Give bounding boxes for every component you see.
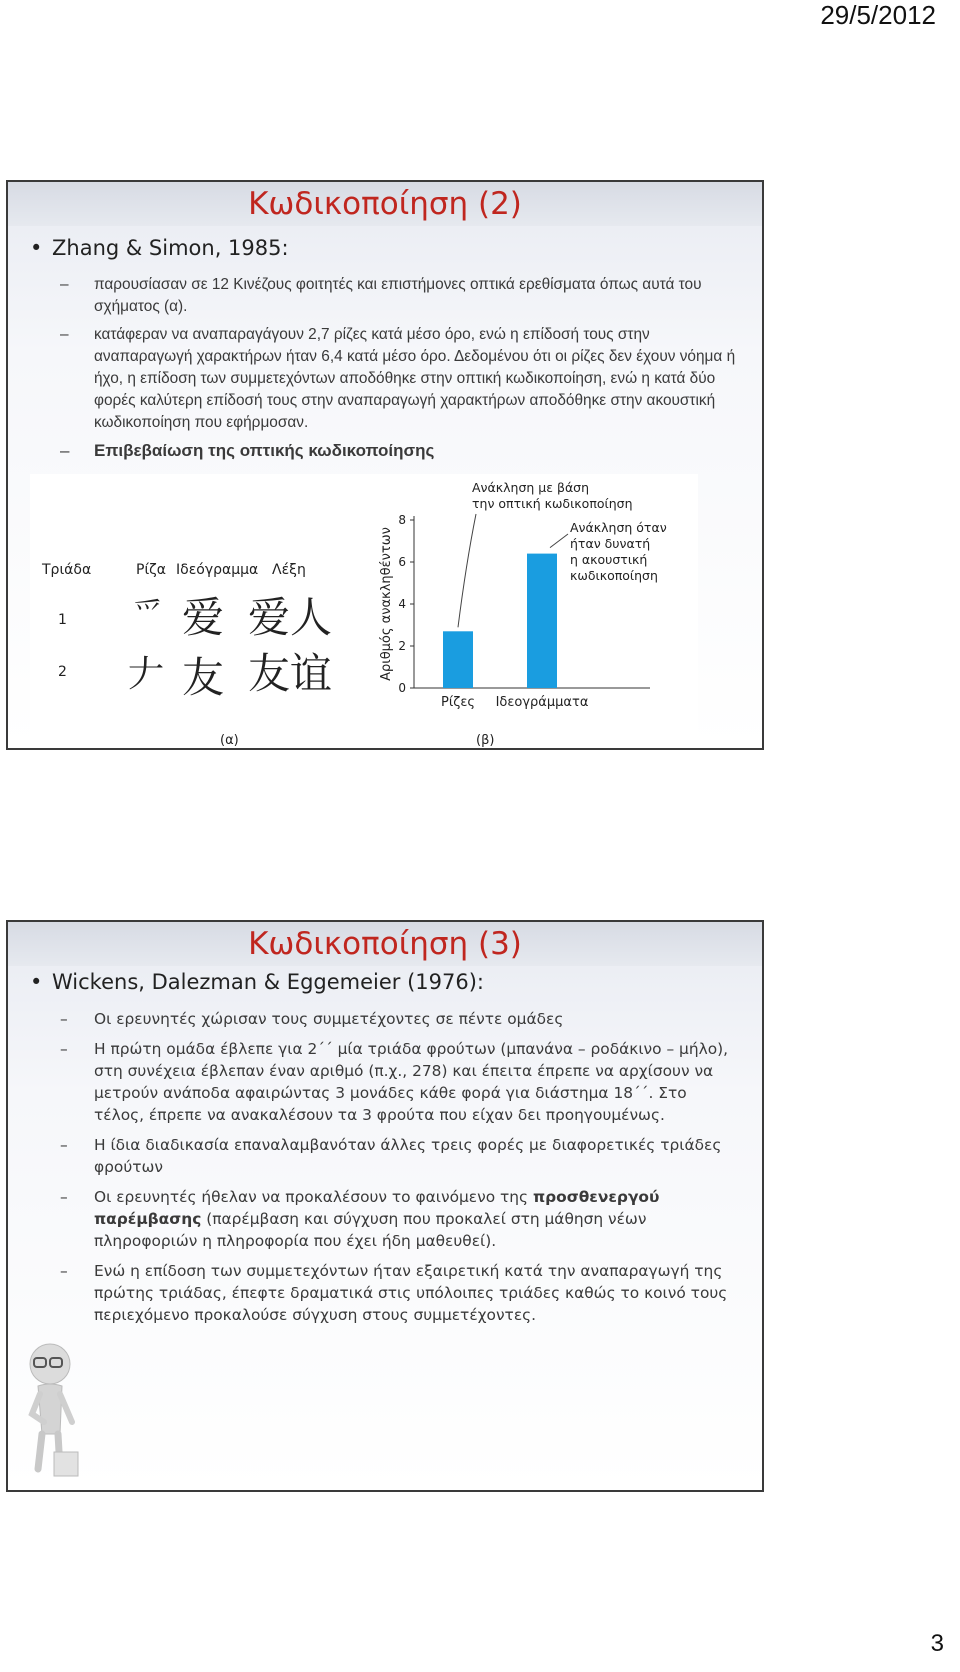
sub-bullet-text: Η ίδια διαδικασία επαναλαμβανόταν άλλες τρεις φορές με διαφορετικές τριάδες φρούτων <box>94 1136 722 1176</box>
annotation-acoustic-line4: κωδικοποίηση <box>570 568 658 583</box>
bar <box>527 554 557 688</box>
sub-bullet: – Οι ερευνητές χώρισαν τους συμμετέχοντες σε πέντε ομάδες <box>60 1010 564 1028</box>
row1-ideogram: 爱 <box>182 593 225 642</box>
row2-root: 𠂇 <box>128 654 165 695</box>
annotation-arrow-visual <box>458 514 476 627</box>
slide-encoding-2 <box>6 180 764 750</box>
annotation-arrow-acoustic <box>550 534 568 548</box>
slide-title: Κωδικοποίηση (2) <box>248 186 522 222</box>
caption-a: (α) <box>220 733 239 748</box>
main-bullet <box>30 970 484 994</box>
sub-bullet: – Επιβεβαίωση της οπτικής κωδικοποίησης <box>60 441 435 460</box>
sub-bullet: – Η ίδια διαδικασία επαναλαμβανόταν άλλες τρεις φορές με διαφορετικές τριάδες φρούτων <box>60 1136 722 1176</box>
sub-bullet-text: Οι ερευνητές χώρισαν τους συμμετέχοντες σε πέντε ομάδες <box>94 1010 564 1028</box>
annotation-acoustic-line1: Ανάκληση όταν <box>570 520 667 535</box>
sub-bullet-text: Επιβεβαίωση της οπτικής κωδικοποίησης <box>94 441 435 460</box>
y-tick-label: 2 <box>398 639 406 653</box>
sub-bullet-text: κατάφεραν να αναπαραγάγουν 2,7 ρίζες κατά μέσο όρο, ενώ η επίδοσή τους στην αναπαραγωγή χαρακτήρων ήταν 6,4 κατά μέσο όρο. Δεδομένου ότι οι ρίζες δεν έχουν νόημα ή ήχο, η επίδοση των συμμετεχόντων αποδόθηκε στην οπτική κωδικοποίηση, ενώ η κατά δύο φορές καλύτερη επίδοσή τους στην αναπαραγωγή χαρακτήρων αποδόθηκε στην ακουστική κωδικοποίηση που εφήρμοσαν. <box>94 326 736 431</box>
row2-triad: 2 <box>58 664 67 680</box>
sub-bullet-text: Η πρώτη ομάδα έβλεπε για 2΄΄ μία τριάδα φρούτων (μπανάνα – ροδάκινο – μήλο), στη συνέχεια έβλεπαν έναν αριθμό (π.χ., 278) και έπειτα έπρεπε να αρχίσουν να μετρούν ανάποδα αφαιρώντας 3 μονάδες κάθε φορά για διάστημα 18΄΄. Στο τέλος, έπρεπε να ανακαλέσουν τα 3 φρούτα που είχαν δει προηγουμένως. <box>94 1040 729 1124</box>
bars <box>443 554 557 688</box>
annotation-visual-line2: την οπτική κωδικοποίηση <box>472 496 633 511</box>
header-root: Ρίζα <box>136 562 167 578</box>
x-labels <box>441 695 588 710</box>
row1-triad: 1 <box>58 612 67 628</box>
bullet-text: Zhang & Simon, 1985: <box>52 236 289 260</box>
sub-bullet: – Η πρώτη ομάδα έβλεπε για 2΄΄ μία τριάδα φρούτων (μπανάνα – ροδάκινο – μήλο), στη συνέχεια έβλεπαν έναν αριθμό (π.χ., 278) και έπειτα έπρεπε να αρχίσουν να μετρούν ανάποδα αφαιρώντας 3 μονάδες κάθε φορά για διάστημα 18΄΄. Στο τέλος, έπρεπε να ανακαλέσουν τα 3 φρούτα που είχαν δει προηγουμένως. <box>60 1040 729 1124</box>
sub-bullet-text: Οι ερευνητές ήθελαν να προκαλέσουν το φαινόμενο της <box>94 1188 533 1206</box>
sub-bullet: – παρουσίασαν σε 12 Κινέζους φοιτητές και επιστήμονες οπτικά ερεθίσματα όπως αυτά του σχήματος (α). <box>60 276 702 315</box>
bullet-text: Wickens, Dalezman & Eggemeier (1976): <box>52 970 484 994</box>
figure-b-chart <box>379 480 667 748</box>
y-axis-label: Αριθμός ανακληθέντων <box>379 527 394 681</box>
sub-bullet-text: Ενώ η επίδοση των συμμετεχόντων ήταν εξαιρετική κατά την αναπαραγωγή της πρώτης τριάδας, έπεφτε δραματικά στις υπόλοιπες τριάδες καθώς το κοινό τους περιεχόμενο προκαλούσε σύγχυση στους συμμετέχοντες. <box>94 1262 728 1324</box>
sub-bullet-list <box>60 274 740 468</box>
main-bullet <box>30 236 289 260</box>
caption-b: (β) <box>476 733 495 748</box>
y-tick-label: 8 <box>398 513 406 527</box>
header-triad: Τριάδα <box>42 562 92 578</box>
slide-title: Κωδικοποίηση (3) <box>248 926 522 962</box>
row1-word: 爱人 <box>248 593 333 642</box>
header-ideogram: Ιδεόγραμμα <box>176 562 259 578</box>
header-word: Λέξη <box>272 562 306 578</box>
sub-bullet: – κατάφεραν να αναπαραγάγουν 2,7 ρίζες κατά μέσο όρο, ενώ η επίδοσή τους στην αναπαραγωγή χαρακτήρων ήταν 6,4 κατά μέσο όρο. Δεδομένου ότι οι ρίζες δεν έχουν νόημα ή ήχο, η επίδοση των συμμετεχόντων αποδόθηκε στην οπτική κωδικοποίηση, ενώ η κατά δύο φορές καλύτερη επίδοσή τους στην αναπαραγωγή χαρακτήρων αποδόθηκε στην ακουστική κωδικοποίηση που εφήρμοσαν. <box>60 326 736 431</box>
y-ticks <box>398 513 414 695</box>
x-tick-label: Ιδεογράμματα <box>495 695 589 710</box>
bullet-dot: • <box>30 970 43 994</box>
annotation-acoustic-line2: ήταν δυνατή <box>570 536 651 551</box>
x-tick-label: Ρίζες <box>441 695 475 710</box>
y-tick-label: 6 <box>398 555 406 569</box>
mascot-figure-icon <box>14 1334 84 1484</box>
sub-bullet-text: (παρέμβαση και σύγχυση που προκαλεί στη μάθηση νέων πληροφοριών η πληροφορία που έχει ήδη μαθευθεί). <box>94 1210 647 1250</box>
y-tick-label: 4 <box>398 597 406 611</box>
row1-root: 爫 <box>132 594 165 632</box>
sub-bullet: – Ενώ η επίδοση των συμμετεχόντων ήταν εξαιρετική κατά την αναπαραγωγή της πρώτης τριάδας, έπεφτε δραματικά στις υπόλοιπες τριάδες καθώς το κοινό τους περιεχόμενο προκαλούσε σύγχυση στους συμμετέχοντες. <box>60 1262 728 1324</box>
page-date: 29/5/2012 <box>820 0 936 30</box>
figure-a <box>41 562 332 748</box>
figure-svg <box>30 474 698 750</box>
bullet-dot: • <box>30 236 43 260</box>
y-tick-label: 0 <box>398 681 406 695</box>
sub-bullet: – Οι ερευνητές ήθελαν να προκαλέσουν το φαινόμενο της προσθενεργού παρέμβασης (παρέμβαση και σύγχυση που προκαλεί στη μάθηση νέων πληροφοριών η πληροφορία που έχει ήδη μαθευθεί). <box>60 1188 660 1250</box>
annotation-visual-line1: Ανάκληση με βάση <box>472 480 590 495</box>
figure <box>30 474 698 750</box>
bar <box>443 631 473 688</box>
emphasis-term: προσθενεργού παρέμβασης <box>94 1188 660 1228</box>
row2-word: 友谊 <box>248 649 333 698</box>
sub-bullet-list <box>60 1008 740 1334</box>
sub-bullet-text: παρουσίασαν σε 12 Κινέζους φοιτητές και επιστήμονες οπτικά ερεθίσματα όπως αυτά του σχήματος (α). <box>94 276 702 315</box>
row2-ideogram: 友 <box>182 653 225 702</box>
annotation-acoustic-line3: η ακουστική <box>570 552 648 567</box>
page-number: 3 <box>930 1630 944 1657</box>
slide-encoding-3 <box>6 920 764 1492</box>
